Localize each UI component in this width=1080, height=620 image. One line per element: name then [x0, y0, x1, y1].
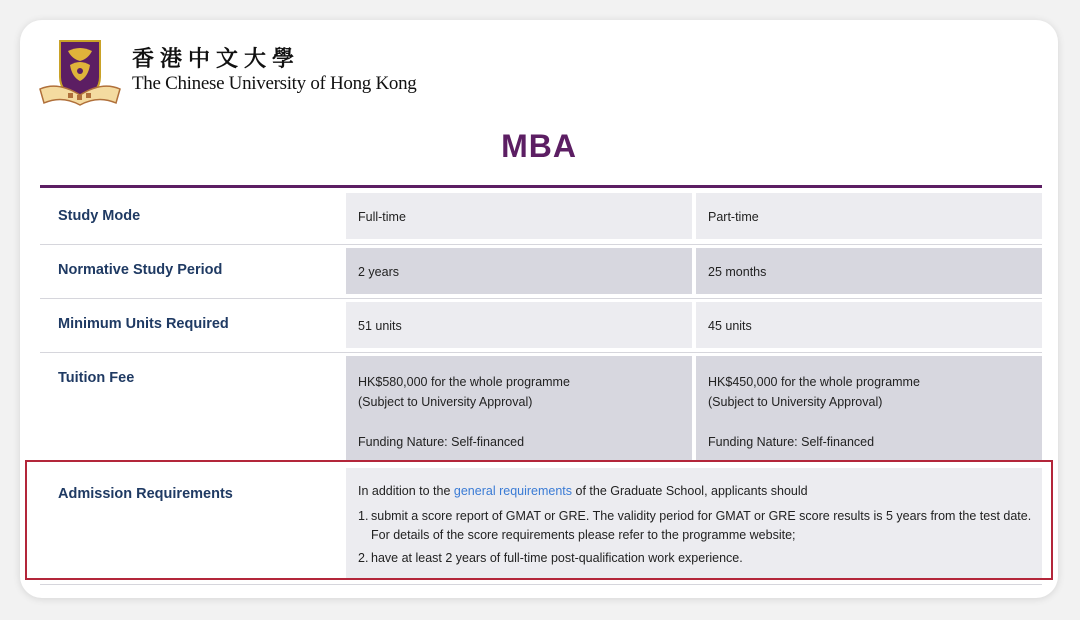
cell-study-mode-part-time: Part-time [696, 193, 1042, 239]
page-card [20, 20, 1058, 598]
row-label-study-period: Normative Study Period [58, 262, 223, 278]
table-row-min-units [40, 298, 1042, 353]
list-item-text: submit a score report of GMAT or GRE. The validity period for GMAT or GRE score results is 5 years from the test date. For details of the score requirements please refer to the programme website; [371, 509, 1032, 542]
list-item-text: have at least 2 years of full-time post-qualification work experience. [371, 551, 743, 565]
tuition-part-time-amount: HK$450,000 for the whole programme [708, 375, 920, 389]
cell-study-period-full-time: 2 years [346, 248, 692, 294]
tuition-full-time-amount: HK$580,000 for the whole programme [358, 375, 570, 389]
list-item-number: 1. [358, 509, 369, 523]
tuition-full-time-approval: (Subject to University Approval) [358, 395, 533, 409]
row-label-min-units: Minimum Units Required [58, 316, 229, 332]
tuition-part-time-funding: Funding Nature: Self-financed [708, 435, 875, 449]
table-row-study-mode [40, 190, 1042, 245]
row-label-admission: Admission Requirements [58, 486, 233, 502]
cuhk-crest-icon [38, 37, 122, 107]
cell-tuition-part-time [696, 356, 1042, 460]
row-label-tuition-fee: Tuition Fee [58, 370, 135, 386]
programme-title: MBA [501, 128, 577, 164]
university-names [132, 45, 416, 95]
cell-study-period-part-time: 25 months [696, 248, 1042, 294]
general-requirements-link[interactable]: general requirements [453, 484, 573, 498]
admission-intro-after: of the Graduate School, applicants should [572, 484, 808, 498]
table-row-tuition-fee [40, 352, 1042, 460]
cell-tuition-full-time [346, 356, 692, 460]
cell-study-mode-full-time: Full-time [346, 193, 692, 239]
title-divider [40, 185, 1042, 188]
tuition-full-time-funding: Funding Nature: Self-financed [358, 435, 525, 449]
row-label-study-mode: Study Mode [58, 208, 141, 224]
highlight-box [25, 460, 1053, 580]
tuition-part-time-approval: (Subject to University Approval) [708, 395, 883, 409]
university-name-en: The Chinese University of Hong Kong [132, 73, 417, 94]
table-row-study-period [40, 244, 1042, 299]
cell-min-units-full-time: 51 units [346, 302, 692, 348]
cell-min-units-part-time: 45 units [696, 302, 1042, 348]
university-header[interactable] [38, 36, 416, 108]
admission-intro-before: In addition to the [358, 484, 454, 498]
list-item-number: 2. [358, 551, 369, 565]
university-name-zh: 香港中文大學 [132, 46, 301, 72]
